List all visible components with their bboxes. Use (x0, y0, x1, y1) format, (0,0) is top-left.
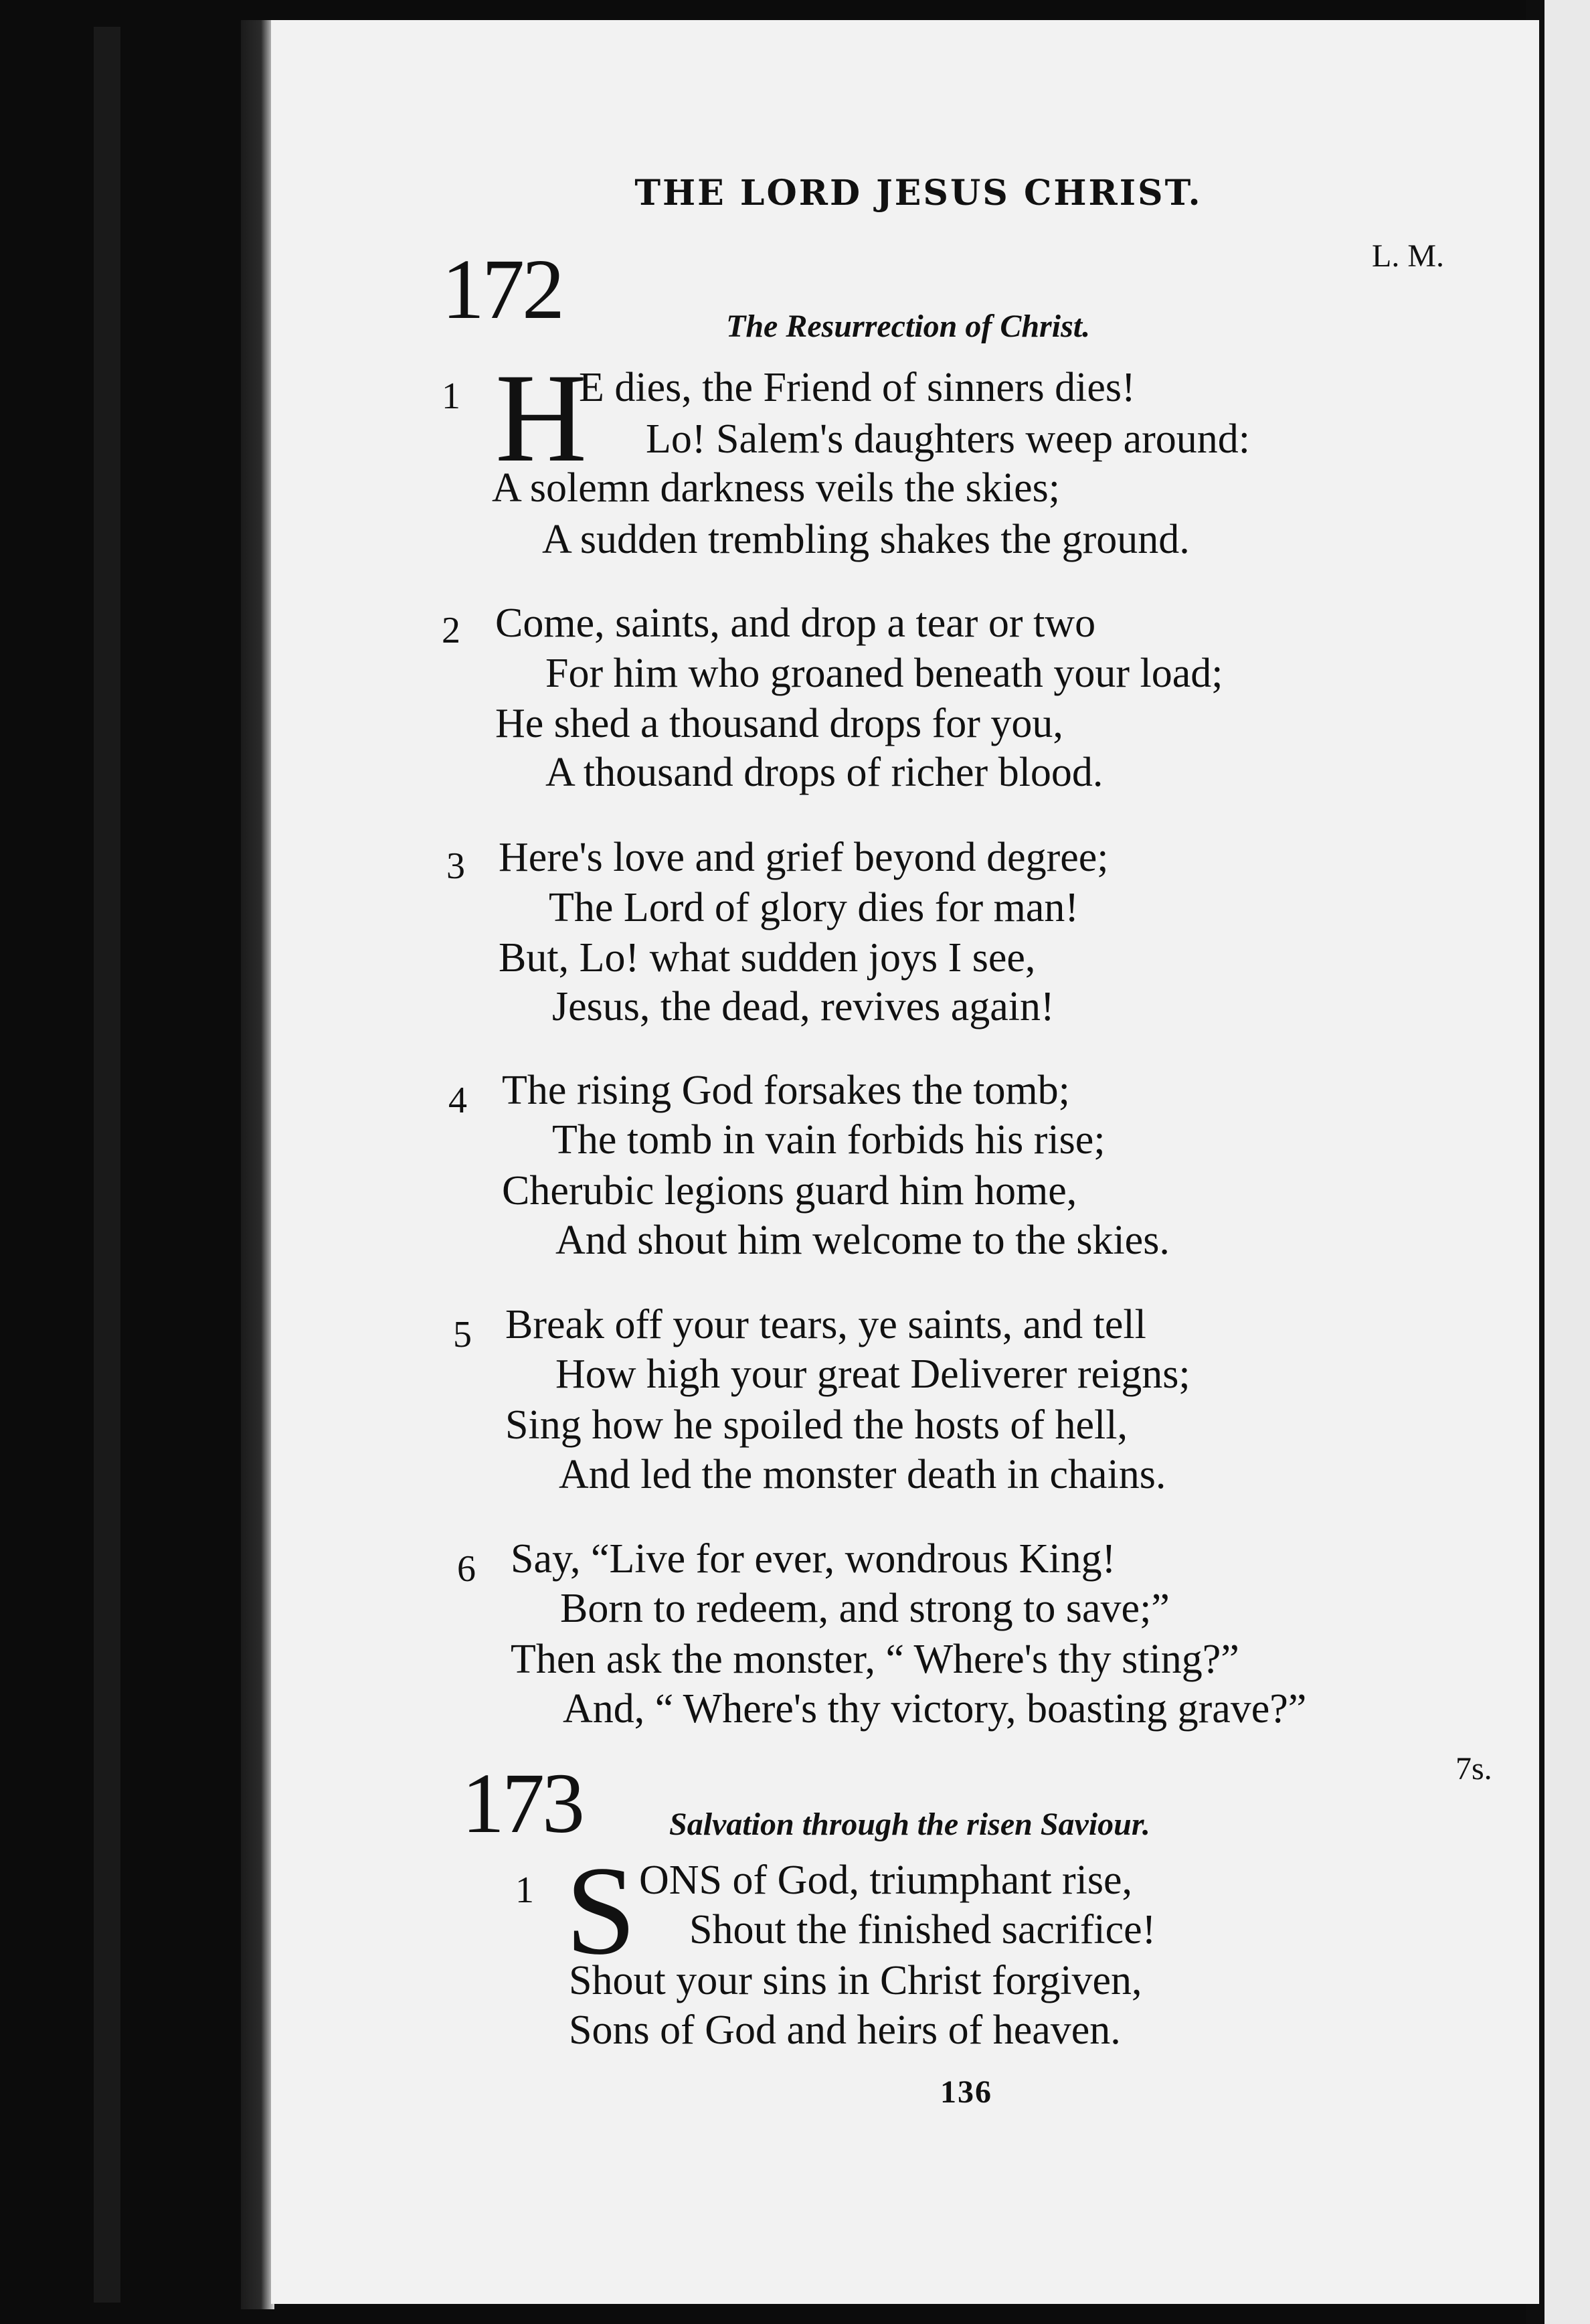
verse-line: The tomb in vain forbids his rise; (552, 1117, 1106, 1163)
hymn-title: Salvation through the risen Saviour. (669, 1807, 1150, 1842)
verse-line: How high your great Deliverer reigns; (555, 1351, 1190, 1397)
verse-number: 4 (448, 1080, 467, 1121)
verse-line: The rising God forsakes the tomb; (502, 1068, 1070, 1113)
verse-line: A solemn darkness veils the skies; (492, 465, 1060, 511)
verse-line: The Lord of glory dies for man! (549, 885, 1079, 930)
book-page (271, 20, 1539, 2304)
verse-number: 2 (442, 610, 460, 651)
verse-line: Born to redeem, and strong to save;” (560, 1586, 1170, 1631)
verse-line: ONS of God, triumphant rise, (639, 1857, 1133, 1903)
verse-line: And, “ Where's thy victory, boasting grave?” (563, 1686, 1307, 1732)
verse-line: Cherubic legions guard him home, (502, 1168, 1077, 1214)
drop-cap: S (565, 1841, 636, 1981)
verse-number: 1 (442, 376, 460, 417)
verse-line: And shout him welcome to the skies. (555, 1218, 1170, 1263)
hymn-title: The Resurrection of Christ. (726, 309, 1091, 344)
verse-line: Break off your tears, ye saints, and tell (505, 1302, 1146, 1347)
verse-line: Here's love and grief beyond degree; (499, 835, 1109, 880)
page-gutter (241, 20, 274, 2309)
hymn-meter: L. M. (1372, 238, 1444, 274)
hymn-number: 172 (442, 242, 562, 337)
page-number: 136 (940, 2074, 992, 2110)
verse-line: Come, saints, and drop a tear or two (495, 600, 1096, 646)
verse-line: Say, “Live for ever, wondrous King! (511, 1536, 1116, 1582)
verse-line: Lo! Salem's daughters weep around: (646, 416, 1251, 462)
book-binding (94, 27, 120, 2303)
verse-line: For him who groaned beneath your load; (545, 651, 1223, 696)
verse-line: A thousand drops of richer blood. (545, 750, 1103, 795)
verse-line: Sons of God and heirs of heaven. (569, 2007, 1121, 2053)
drop-cap: H (495, 348, 588, 489)
running-head: THE LORD JESUS CHRIST. (634, 173, 1203, 214)
verse-line: Jesus, the dead, revives again! (552, 984, 1055, 1029)
verse-line: But, Lo! what sudden joys I see, (499, 935, 1036, 981)
verse-line: Shout the finished sacrifice! (689, 1907, 1156, 1953)
verse-number: 1 (515, 1870, 534, 1911)
verse-line: A sudden trembling shakes the ground. (542, 517, 1190, 562)
verse-number: 5 (453, 1314, 472, 1355)
verse-line: And led the monster death in chains. (559, 1452, 1166, 1497)
verse-number: 3 (446, 845, 465, 887)
verse-line: He shed a thousand drops for you, (495, 701, 1063, 746)
verse-line: E dies, the Friend of sinners dies! (579, 365, 1136, 410)
hymn-number: 173 (462, 1756, 582, 1851)
verse-line: Then ask the monster, “ Where's thy sting?” (511, 1637, 1239, 1682)
hymn-meter: 7s. (1455, 1751, 1492, 1787)
verse-line: Shout your sins in Christ forgiven, (569, 1958, 1142, 2003)
verse-line: Sing how he spoiled the hosts of hell, (505, 1402, 1128, 1448)
verse-number: 6 (457, 1548, 476, 1590)
